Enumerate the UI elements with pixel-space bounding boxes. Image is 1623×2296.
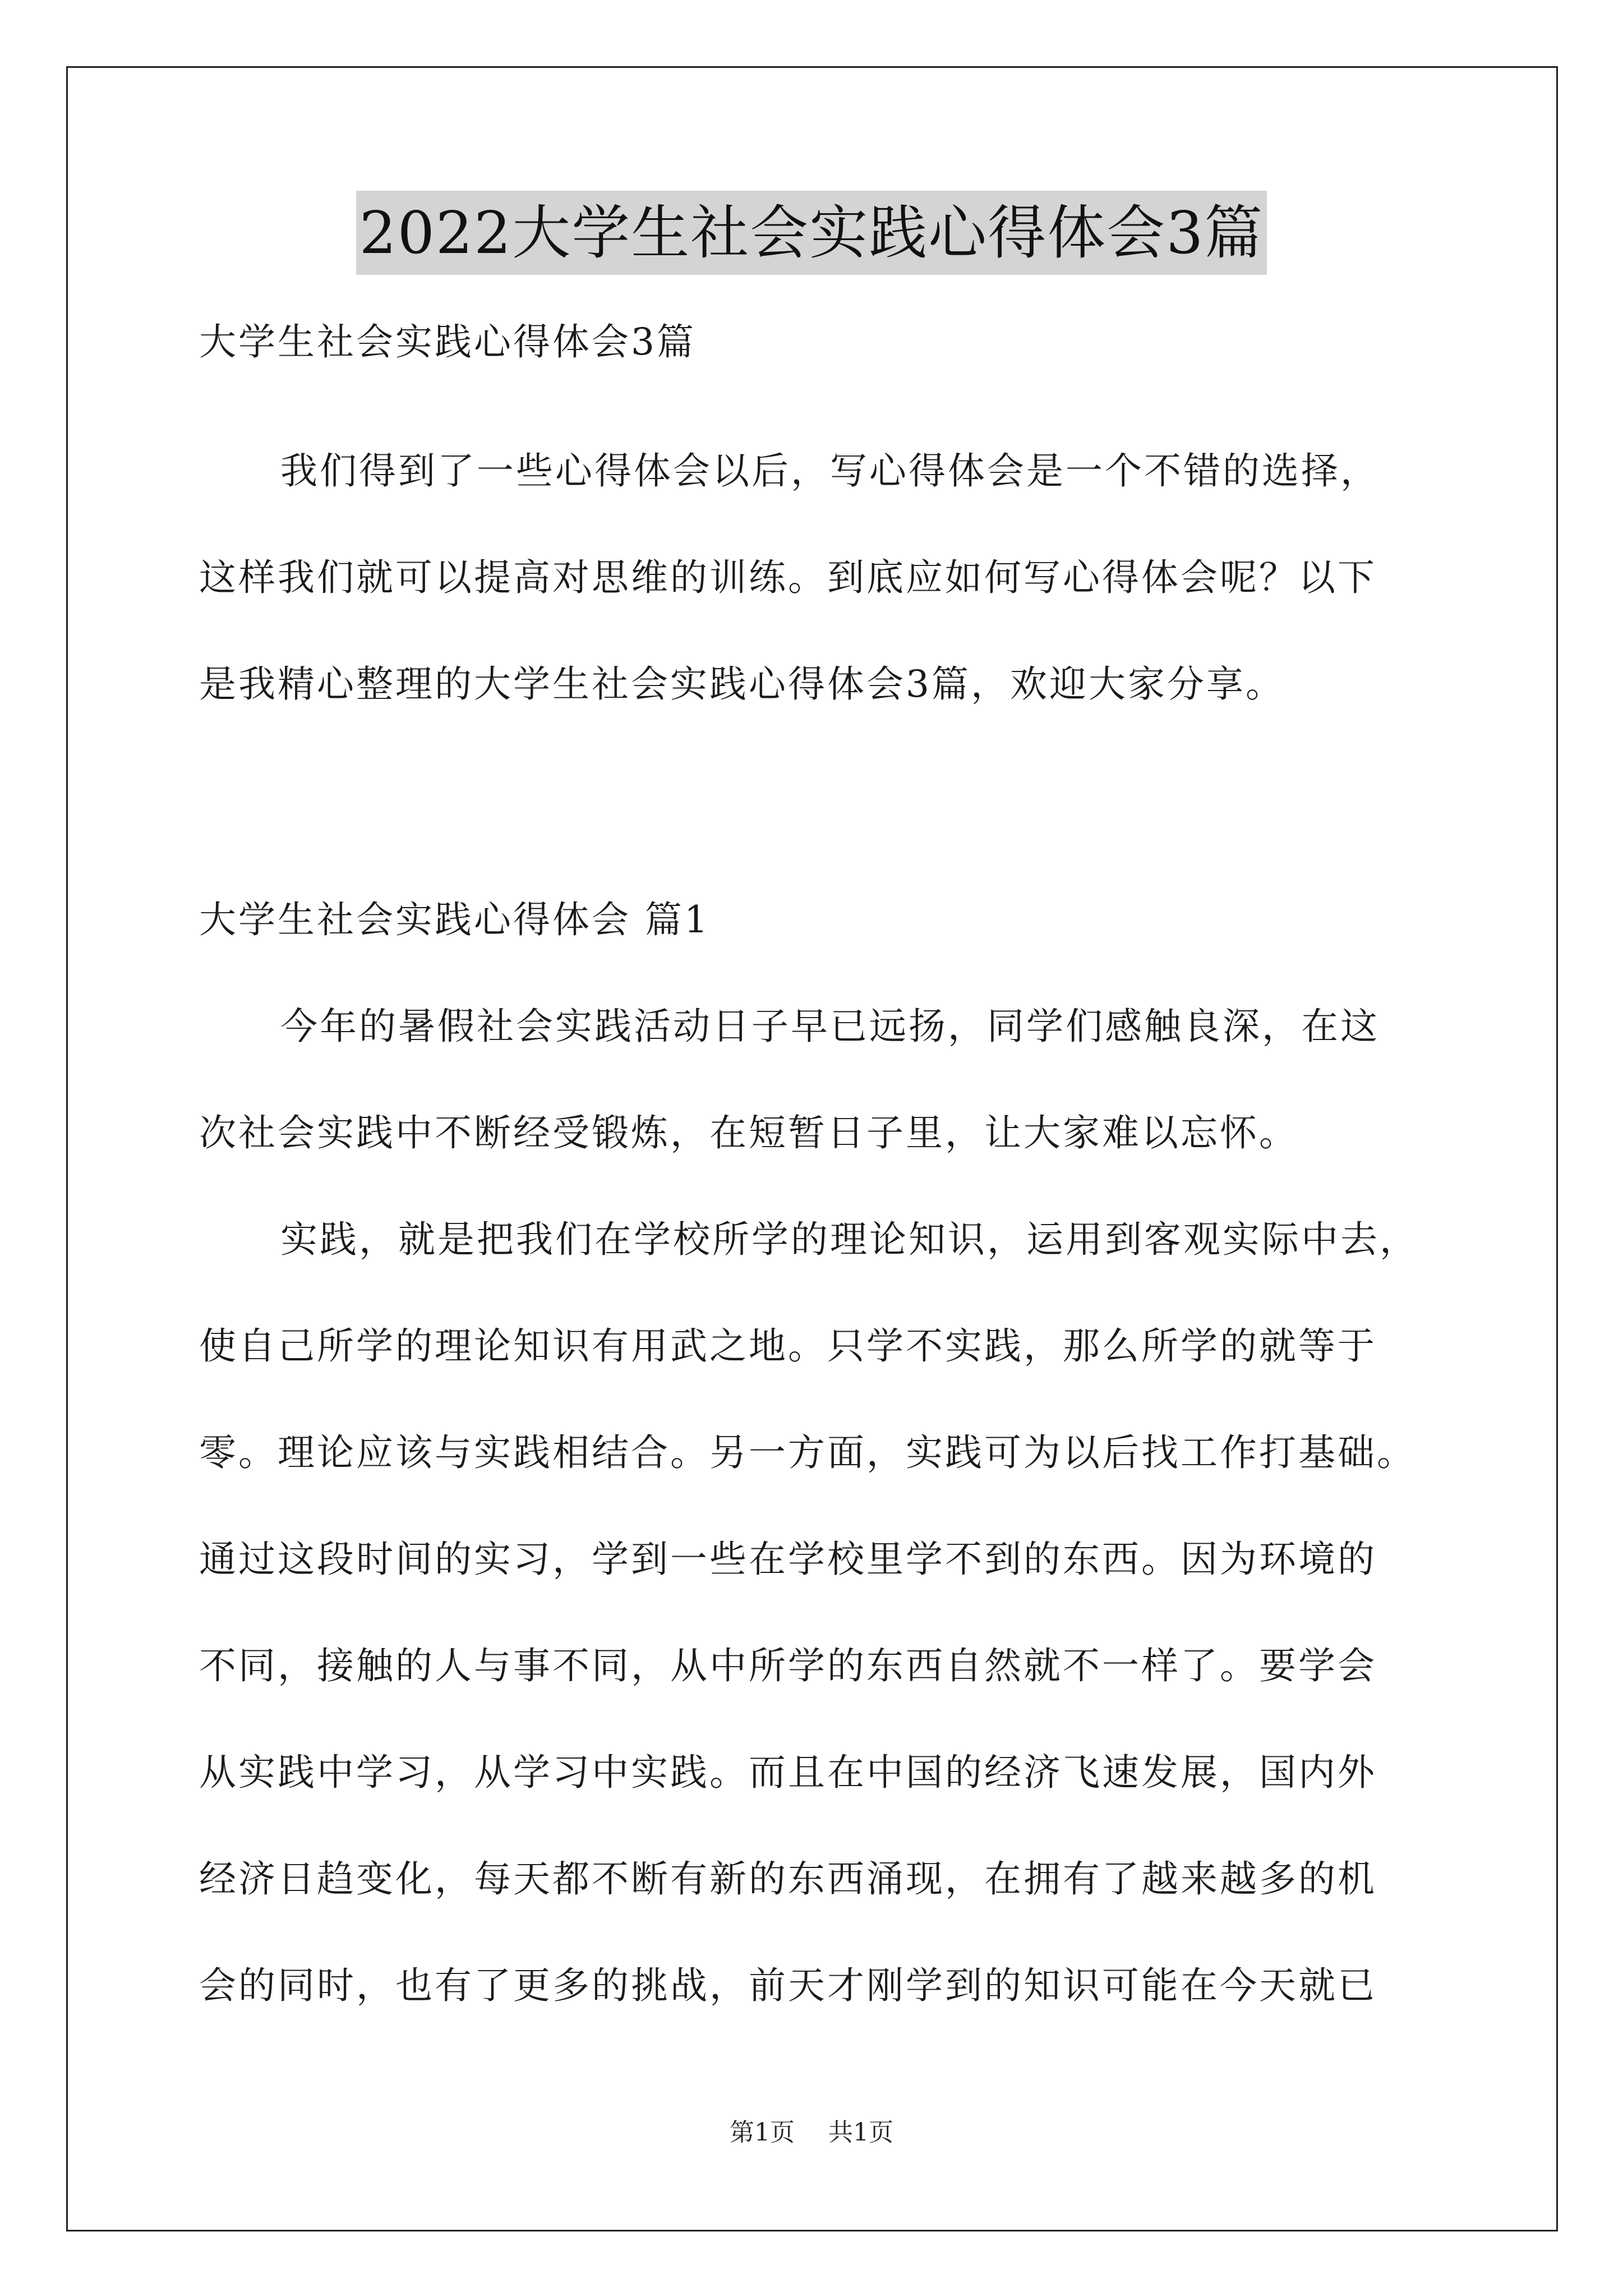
text-line: 是我精心整理的大学生社会实践心得体会3篇，欢迎大家分享。 (199, 662, 1285, 706)
title-container (0, 191, 1623, 275)
text-line: 会的同时，也有了更多的挑战，前天才刚学到的知识可能在今天就已 (199, 1964, 1377, 2007)
text-line: 实践，就是把我们在学校所学的理论知识，运用到客观实际中去， (280, 1218, 1419, 1261)
text-line: 经济日趋变化，每天都不断有新的东西涌现，在拥有了越来越多的机 (199, 1857, 1377, 1901)
text-line: 次社会实践中不断经受锻炼，在短暂日子里，让大家难以忘怀。 (199, 1111, 1298, 1154)
text-line: 不同，接触的人与事不同，从中所学的东西自然就不一样了。要学会 (199, 1644, 1377, 1687)
page-number: 第1页 (730, 2118, 795, 2147)
text-line: 使自己所学的理论知识有用武之地。只学不实践，那么所学的就等于 (199, 1324, 1377, 1368)
page-total: 共1页 (828, 2118, 893, 2147)
text-line: 今年的暑假社会实践活动日子早已远扬，同学们感触良深，在这 (280, 1005, 1380, 1048)
text-line: 从实践中学习，从学习中实践。而且在中国的经济飞速发展，国内外 (199, 1751, 1377, 1794)
text-line: 零。理论应该与实践相结合。另一方面，实践可为以后找工作打基础。 (199, 1431, 1416, 1474)
text-line: 这样我们就可以提高对思维的训练。到底应如何写心得体会呢？以下 (199, 556, 1377, 599)
text-line: 大学生社会实践心得体会3篇 (199, 320, 696, 364)
text-line: 通过这段时间的实习，学到一些在学校里学不到的东西。因为环境的 (199, 1538, 1377, 1581)
section-heading: 大学生社会实践心得体会 篇1 (199, 898, 710, 941)
page-footer (0, 2116, 1623, 2150)
document-title: 2022大学生社会实践心得体会3篇 (356, 191, 1267, 275)
text-line: 我们得到了一些心得体会以后，写心得体会是一个不错的选择， (280, 449, 1380, 493)
